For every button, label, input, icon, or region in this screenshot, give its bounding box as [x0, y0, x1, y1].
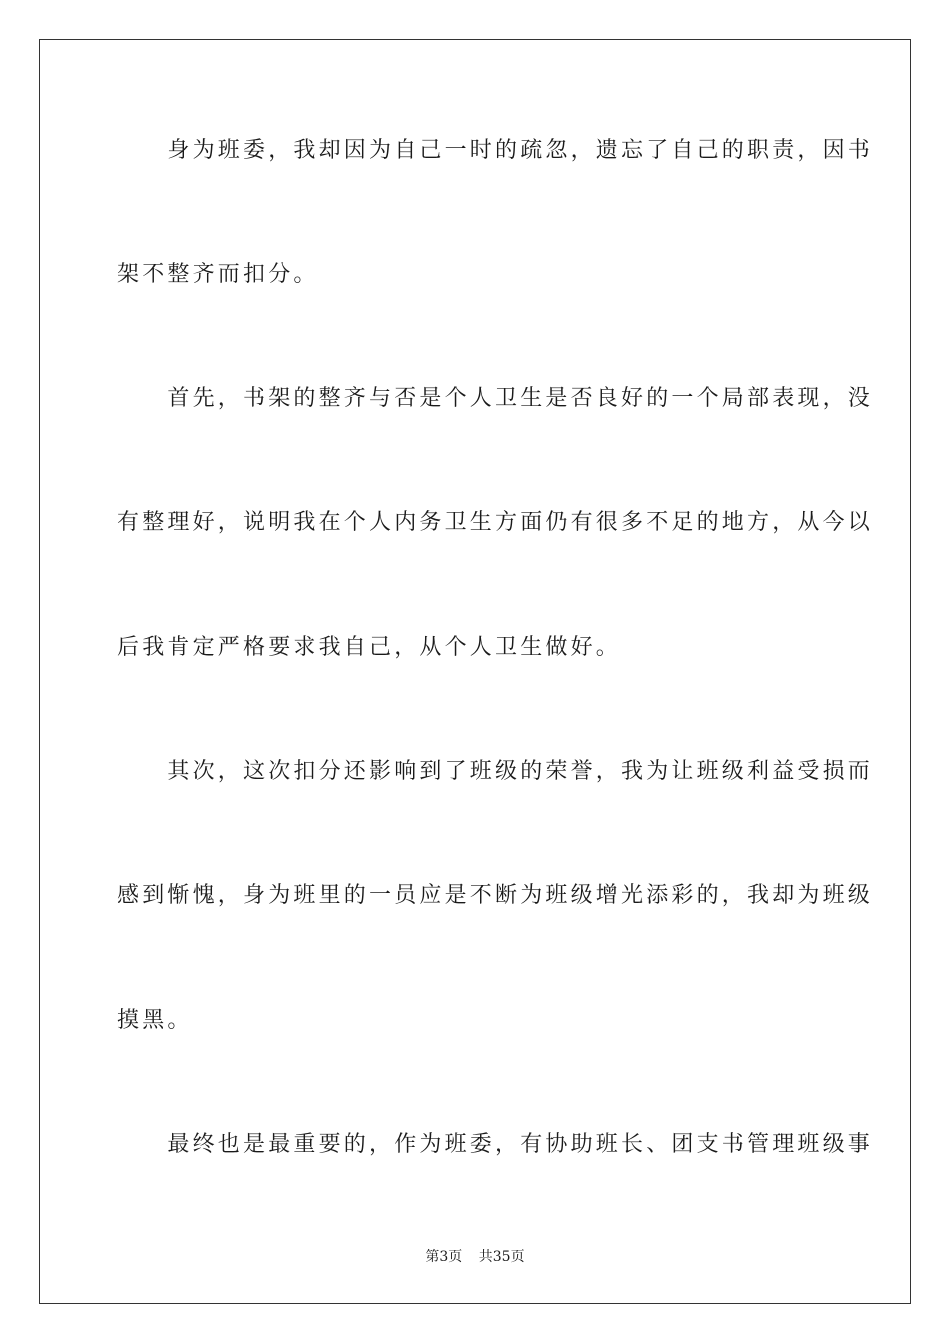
body-text-line: 首先，书架的整齐与否是个人卫生是否良好的一个局部表现，没 — [117, 386, 874, 411]
page-border — [39, 39, 911, 1304]
body-text-line: 身为班委，我却因为自己一时的疏忽，遗忘了自己的职责，因书 — [117, 138, 874, 163]
body-text-line: 摸黑。 — [117, 1008, 193, 1033]
body-text-line: 最终也是最重要的，作为班委，有协助班长、团支书管理班级事 — [117, 1132, 874, 1157]
body-text-line: 架不整齐而扣分。 — [117, 262, 319, 287]
body-text-line: 后我肯定严格要求我自己，从个人卫生做好。 — [117, 635, 622, 660]
page-number-current: 第3页 — [425, 1249, 463, 1265]
page-number-total: 共35页 — [478, 1249, 525, 1265]
body-text-line: 感到惭愧，身为班里的一员应是不断为班级增光添彩的，我却为班级 — [117, 883, 874, 908]
body-text-line: 其次，这次扣分还影响到了班级的荣誉，我为让班级利益受损而 — [117, 759, 874, 784]
page-footer — [0, 1247, 950, 1267]
body-text-line: 有整理好，说明我在个人内务卫生方面仍有很多不足的地方，从今以 — [117, 510, 874, 535]
